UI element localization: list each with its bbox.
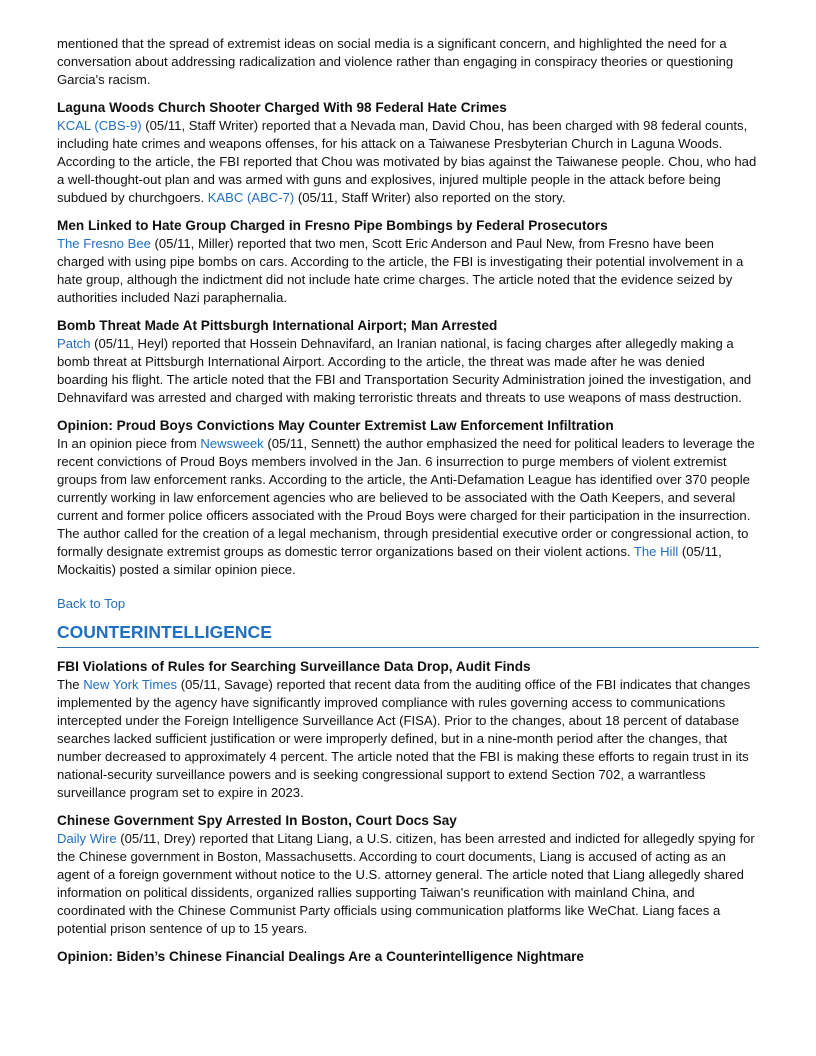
article-headline: Chinese Government Spy Arrested In Boston, Court Docs Say	[57, 813, 457, 828]
article-headline: FBI Violations of Rules for Searching Surveillance Data Drop, Audit Finds	[57, 659, 531, 674]
article-body	[57, 435, 759, 579]
source-link[interactable]: New York Times	[83, 677, 178, 692]
source-link[interactable]: Patch	[57, 336, 91, 351]
article	[57, 317, 759, 407]
article-text: In an opinion piece from	[57, 436, 201, 451]
article-text: (05/11, Drey) reported that Litang Liang, a U.S. citizen, has been arrested and indicted for allegedly spying for the Chinese government in Boston, Massachusetts. According to court documents, Liang is accused of acting as an agent of a foreign government without notice to the U.S. attorney general. The article noted that Liang allegedly shared information on political dissidents, organized rallies supporting Taiwan's reunification with mainland China, and coordinated with the Chinese Communist Party officials using communication platforms like WeChat. Liang faces a potential prison sentence of up to 15 years.	[57, 831, 755, 936]
back-to-top-link[interactable]: Back to Top	[57, 596, 126, 611]
article-text: (05/11, Staff Writer) reported that a Nevada man, David Chou, has been charged with 98 federal counts, including hate crimes and weapons offenses, for his attack on a Taiwanese Presbyterian Church in Laguna Woods. According to the article, the FBI reported that Chou was motivated by bias against the Taiwanese people. Chou, who had a well-thought-out plan and was armed with guns and explosives, injured multiple people in the attack before being subdued by churchgoers.	[57, 118, 757, 205]
article	[57, 812, 759, 938]
article	[57, 658, 759, 802]
article-headline: Opinion: Proud Boys Convictions May Counter Extremist Law Enforcement Infiltration	[57, 418, 614, 433]
source-link[interactable]: The Hill	[633, 544, 679, 559]
article	[57, 99, 759, 207]
article-body	[57, 830, 759, 938]
article-text: (05/11, Sennett) the author emphasized the need for political leaders to leverage the recent convictions of Proud Boys members involved in the Jan. 6 insurrection to purge members of violent extremist groups from law enforcement ranks. According to the article, the Anti-Defamation League has identified over 370 people currently working in law enforcement agencies who are believed to be associated with the Oath Keepers, and several current and former police officers associated with the Proud Boys were charged for their participation in the insurrection. The author called for the creation of a legal mechanism, through presidential executive order or congressional action, to formally designate extremist groups as domestic terror organizations based on their violent actions.	[57, 436, 755, 559]
intro-paragraph: mentioned that the spread of extremist ideas on social media is a significant concern, and highlighted the need for a conversation about addressing radicalization and violence rather than engaging in conspiracy theories or questioning Garcia's racism.	[57, 36, 734, 87]
source-link[interactable]: KCAL (CBS-9)	[57, 118, 142, 133]
article-headline: Opinion: Biden’s Chinese Financial Dealings Are a Counterintelligence Nightmare	[57, 949, 584, 964]
source-link[interactable]: Daily Wire	[57, 831, 117, 846]
article-body	[57, 335, 759, 407]
article-body	[57, 235, 759, 307]
document-page	[57, 35, 759, 966]
article-text: The	[57, 677, 84, 692]
article-body	[57, 117, 759, 207]
article-text: (05/11, Miller) reported that two men, Scott Eric Anderson and Paul New, from Fresno have been charged with using pipe bombs on cars. According to the article, the FBI is investigating their potential involvement in a hate group, although the indictment did not include hate crime charges. The article noted that the evidence seized by authorities included Nazi paraphernalia.	[57, 236, 744, 305]
section-title-counterintelligence: COUNTERINTELLIGENCE	[57, 621, 759, 648]
article-body	[57, 676, 759, 802]
article	[57, 217, 759, 307]
article	[57, 417, 759, 579]
source-link[interactable]: The Fresno Bee	[57, 236, 151, 251]
article-text: (05/11, Mockaitis) posted a similar opinion piece.	[57, 544, 722, 577]
article-text: (05/11, Heyl) reported that Hossein Dehnavifard, an Iranian national, is facing charges after allegedly making a bomb threat at Pittsburgh International Airport. According to the article, the threat was made after he was denied boarding his flight. The article noted that the FBI and Transportation Security Administration joined the investigation, and Dehnavifard was arrested and charged with making terroristic threats and threats to use weapons of mass destruction.	[57, 336, 752, 405]
article-text: (05/11, Savage) reported that recent data from the auditing office of the FBI indicates that changes implemented by the agency have significantly improved compliance with rules governing access to communications intercepted under the Foreign Intelligence Surveillance Act (FISA). Prior to the changes, about 18 percent of database searches lacked sufficient justification or were improperly defined, but in a nine-month period after the changes, that number decreased to approximately 4 percent. The article noted that the FBI is making these efforts to regain trust in its national-security surveillance powers and is seeking congressional support to extend Section 702, a warrantless surveillance program set to expire in 2023.	[57, 677, 751, 800]
article-headline: Laguna Woods Church Shooter Charged With 98 Federal Hate Crimes	[57, 100, 507, 115]
source-link[interactable]: Newsweek	[200, 436, 264, 451]
article-headline: Bomb Threat Made At Pittsburgh International Airport; Man Arrested	[57, 318, 498, 333]
article-text: (05/11, Staff Writer) also reported on the story.	[294, 190, 566, 205]
source-link[interactable]: KABC (ABC-7)	[207, 190, 295, 205]
article-headline: Men Linked to Hate Group Charged in Fresno Pipe Bombings by Federal Prosecutors	[57, 218, 608, 233]
